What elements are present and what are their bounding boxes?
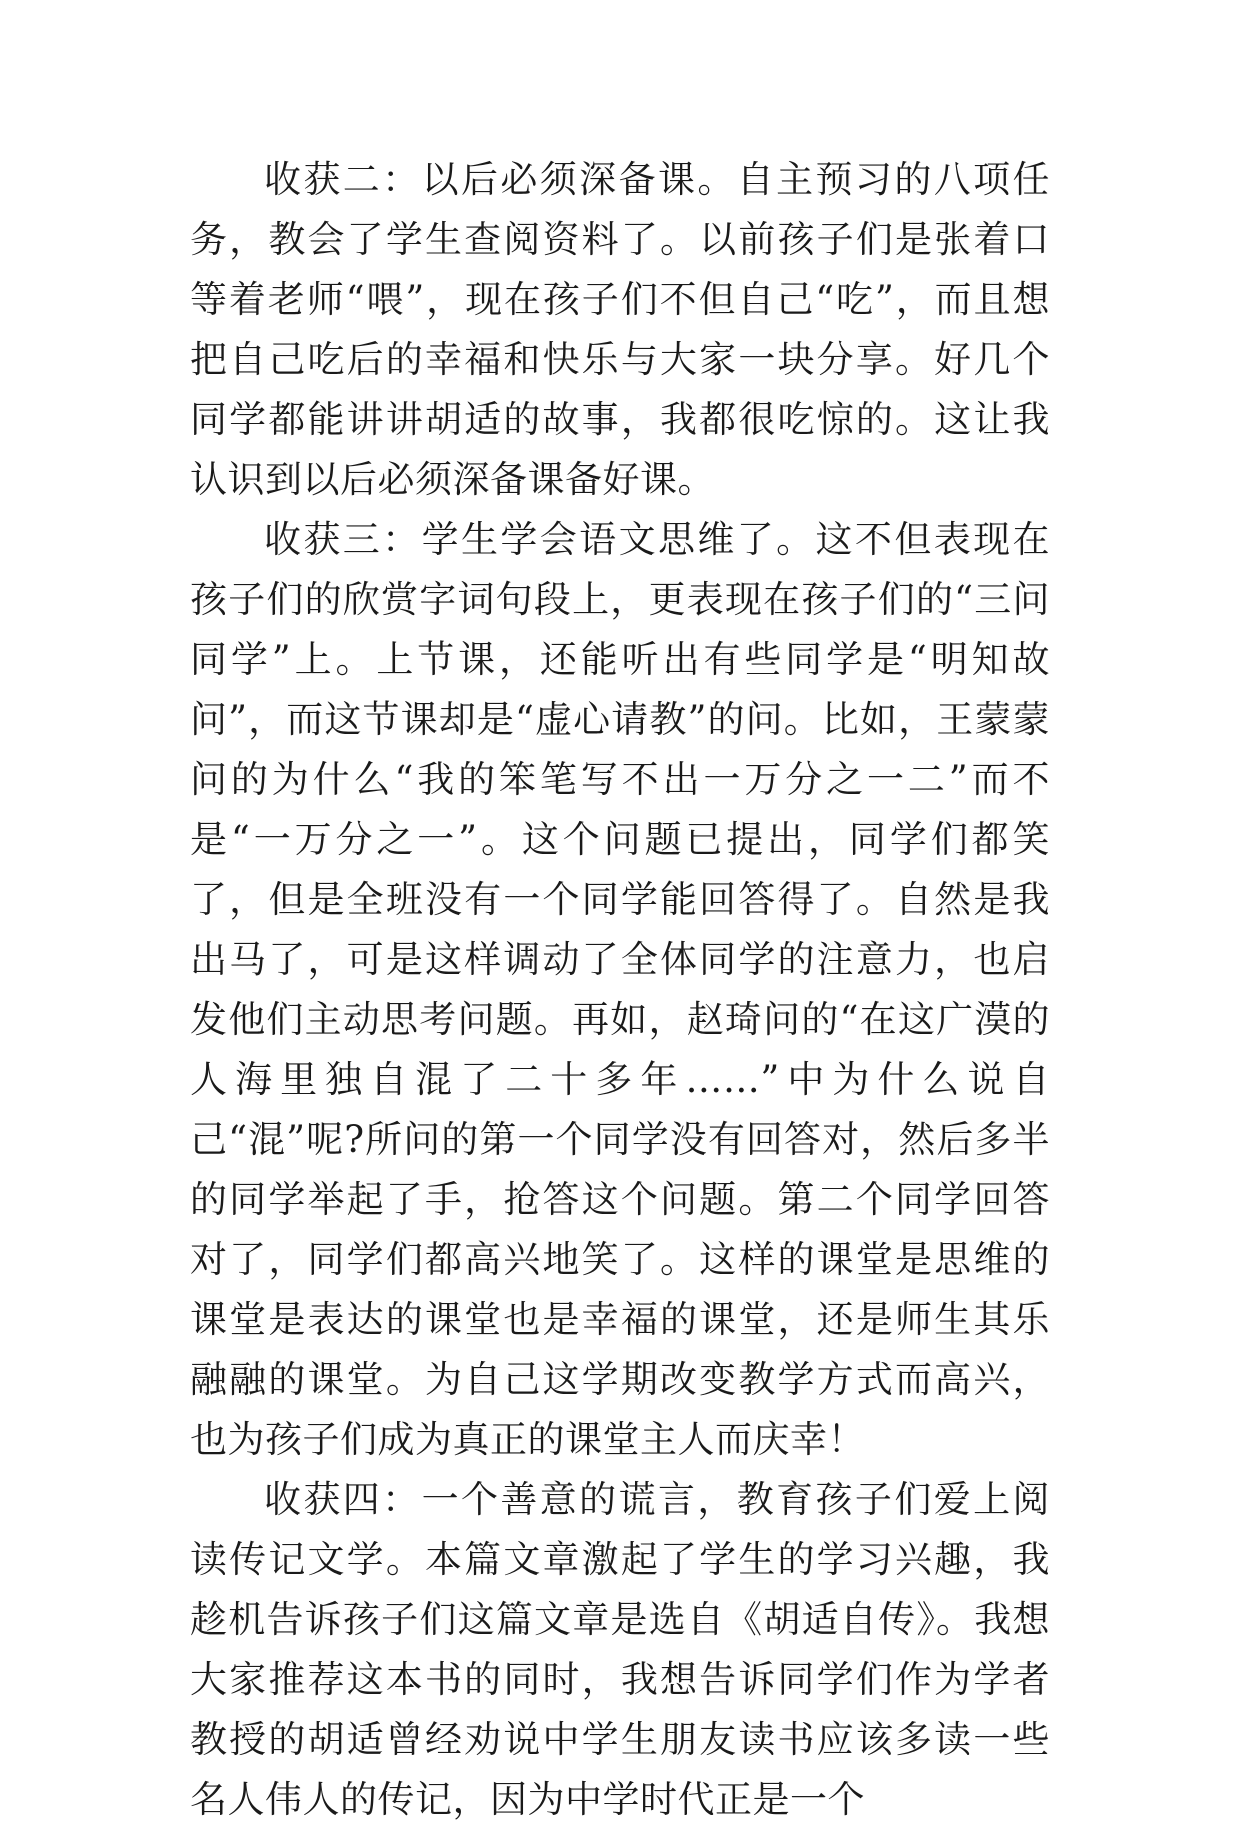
- paragraph-lead: 收获二：: [264, 158, 422, 201]
- paragraph-lead: 收获四：: [264, 1478, 422, 1521]
- paragraph-body: 学生学会语文思维了。这不但表现在孩子们的欣赏字词句段上，更表现在孩子们的“三问同学”上。上节课，还能听出有些同学是“明知故问”，而这节课却是“虚心请教”的问。比如，王蒙蒙问的为什么“我的笨笔写不出一万分之一二”而不是“一万分之一”。这个问题已提出，同学们都笑了，但是全班没有一个同学能回答得了。自然是我出马了，可是这样调动了全体同学的注意力，也启发他们主动思考问题。再如，赵琦问的“在这广漠的人海里独自混了二十多年……”中为什么说自己“混”呢?所问的第一个同学没有回答对，然后多半的同学举起了手，抢答这个问题。第二个同学回答对了，同学们都高兴地笑了。这样的课堂是思维的课堂是表达的课堂也是幸福的课堂，还是师生其乐融融的课堂。为自己这学期改变教学方式而高兴，也为孩子们成为真正的课堂主人而庆幸！: [190, 518, 1051, 1461]
- paragraph-body: 一个善意的谎言，教育孩子们爱上阅读传记文学。本篇文章激起了学生的学习兴趣，我趁机告诉孩子们这篇文章是选自《胡适自传》。我想大家推荐这本书的同时，我想告诉同学们作为学者教授的胡适曾经劝说中学生朋友读书应该多读一些名人伟人的传记，因为中学时代正是一个: [190, 1478, 1051, 1821]
- paragraph-body: 以后必须深备课。自主预习的八项任务，教会了学生查阅资料了。以前孩子们是张着口等着老师“喂”，现在孩子们不但自己“吃”，而且想把自己吃后的幸福和快乐与大家一块分享。好几个同学都能讲讲胡适的故事，我都很吃惊的。这让我认识到以后必须深备课备好课。: [190, 158, 1051, 501]
- paragraph-gain-two: [190, 150, 1050, 510]
- paragraph-lead: 收获三：: [264, 518, 422, 561]
- document-page: [190, 150, 1050, 1830]
- paragraph-gain-four: [190, 1470, 1050, 1830]
- paragraph-gain-three: [190, 510, 1050, 1470]
